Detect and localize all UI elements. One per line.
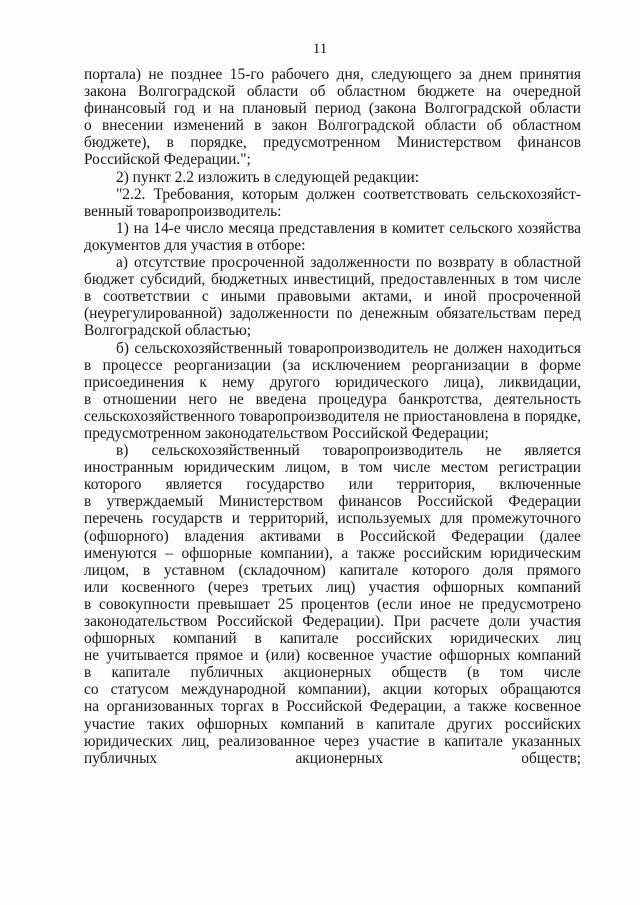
text-line: или косвенного (через третьих лиц) участия офшорных компаний xyxy=(84,578,581,596)
text-line: 1) на 14-е число месяца представления в комитет сельского хозяйства xyxy=(116,219,581,237)
text-line: бюджете), в порядке, предусмотренном Министерством финансов xyxy=(84,134,581,152)
text-line: в совокупности превышает 25 процентов (если иное не предусмотрено xyxy=(84,595,581,613)
text-line: финансовый год и на плановый период (закона Волгоградской области xyxy=(84,100,581,118)
document-body xyxy=(84,66,581,767)
text-line: документов для участия в отборе: xyxy=(84,236,306,254)
text-line: а) отсутствие просроченной задолженности по возврату в областной xyxy=(116,254,581,272)
text-line: "2.2. Требования, которым должен соответствовать сельскохозяйст- xyxy=(116,185,581,203)
text-line: Российской Федерации."; xyxy=(84,151,251,169)
text-line: б) сельскохозяйственный товаропроизводитель не должен находиться xyxy=(116,339,581,357)
paragraph-continuation xyxy=(84,66,581,169)
text-line: иностранным юридическим лицом, в том числе местом регистрации xyxy=(84,459,581,477)
text-line: (офшорного) владения активами в Российской Федерации (далее xyxy=(84,527,581,545)
text-line: со статусом международной компании), акции которых обращаются xyxy=(84,681,581,699)
text-line: участие таких офшорных компаний в капитале других российских xyxy=(84,715,581,733)
text-line: лицом, в уставном (складочном) капитале которого доля прямого xyxy=(84,561,581,579)
text-line: сельскохозяйственного товаропроизводителя не приостановлена в порядке, xyxy=(84,407,581,425)
page-number: 11 xyxy=(312,41,328,57)
text-line: офшорных компаний в капитале российских юридических лиц xyxy=(84,630,581,648)
text-line: на организованных торгах в Российской Федерации, а также косвенное xyxy=(84,698,581,716)
text-line: закона Волгоградской области об областном бюджете на очередной xyxy=(84,83,581,101)
text-line: в утверждаемый Министерством финансов Российской Федерации xyxy=(84,493,581,511)
text-line: в отношении него не введена процедура банкротства, деятельность xyxy=(84,390,581,408)
text-line: перечень государств и территорий, используемых для промежуточного xyxy=(84,510,581,528)
text-line: 2) пункт 2.2 изложить в следующей редакции: xyxy=(116,168,420,186)
text-line: в процессе реорганизации (за исключением реорганизации в форме xyxy=(84,356,581,374)
text-line: не учитывается прямое и (или) косвенное участие офшорных компаний xyxy=(84,647,581,665)
text-line: портала) не позднее 15-го рабочего дня, следующего за днем принятия xyxy=(84,66,581,83)
text-line: присоединения к нему другого юридического лица), ликвидации, xyxy=(84,373,581,391)
text-line: именуются – офшорные компании), а также российским юридическим xyxy=(84,544,581,562)
text-line: в соответствии с иными правовыми актами, и иной просроченной xyxy=(84,288,581,306)
text-line: в) сельскохозяйственный товаропроизводитель не является xyxy=(116,442,581,460)
text-line: которого является государство или территория, включенные xyxy=(84,476,581,494)
paragraph-v xyxy=(84,442,581,767)
paragraph-item-2 xyxy=(84,169,581,186)
text-line: Волгоградской областью; xyxy=(84,322,252,340)
text-line: публичных акционерных обществ; xyxy=(84,749,581,767)
text-line: венный товаропроизводитель: xyxy=(84,202,282,220)
paragraph-section-2-2 xyxy=(84,186,581,220)
text-line: предусмотренном законодательством Российской Федерации; xyxy=(84,424,489,442)
paragraph-a xyxy=(84,254,581,339)
text-line: юридических лиц, реализованное через участие в капитале указанных xyxy=(84,732,581,750)
text-line: о внесении изменений в закон Волгоградской области об областном xyxy=(84,117,581,135)
text-line: в капитале публичных акционерных обществ (в том числе xyxy=(84,664,581,682)
text-line: законодательством Российской Федерации). При расчете доли участия xyxy=(84,613,581,630)
text-line: (неурегулированной) задолженности по денежным обязательствам перед xyxy=(84,305,581,323)
paragraph-b xyxy=(84,340,581,443)
text-line: бюджет субсидий, бюджетных инвестиций, предоставленных в том числе xyxy=(84,271,581,289)
paragraph-1 xyxy=(84,220,581,254)
